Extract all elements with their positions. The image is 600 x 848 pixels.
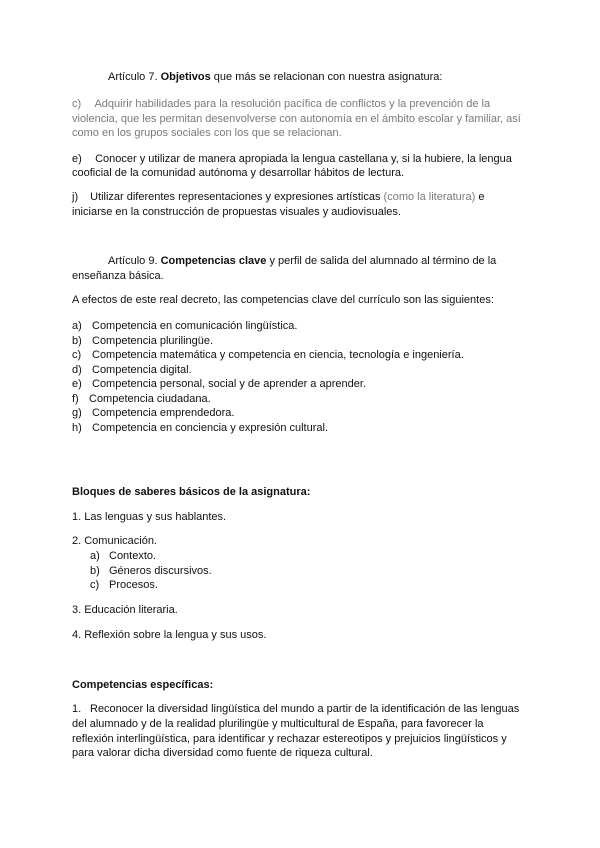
competency-text: Competencia personal, social y de aprender a aprender. [92, 378, 366, 390]
blocks-subitem [90, 578, 158, 593]
specific-line2: del alumnado y de la realidad plurilingüe y multicultural de España, para favorecer la [72, 718, 484, 730]
objective-j-end: e [478, 191, 485, 203]
competency-marker: h) [72, 422, 82, 434]
article9-prefix: Artículo 9. [108, 255, 158, 267]
competency-item [72, 319, 297, 334]
competency-item [72, 348, 464, 363]
objective-j-line1 [72, 190, 484, 205]
article9-bold: Competencias clave [160, 255, 267, 267]
specific-line4: para valorar dicha diversidad como fuente de riqueza cultural. [72, 747, 373, 759]
competency-text: Competencia emprendedora. [92, 407, 235, 419]
article9-heading [108, 254, 496, 269]
objective-e-text1: Conocer y utilizar de manera apropiada la lengua castellana y, si la hubiere, la lengua [95, 153, 512, 165]
blocks-heading [72, 485, 310, 500]
specific-marker: 1. [72, 703, 82, 715]
competency-item [72, 406, 234, 421]
article9-line2: enseñanza básica. [72, 270, 164, 282]
objective-j-main: Utilizar diferentes representaciones y expresiones artísticas [90, 191, 381, 203]
blocks-subitem-marker: b) [90, 565, 100, 577]
competency-marker: c) [72, 349, 82, 361]
competency-item [72, 377, 366, 392]
objective-c-line2: violencia, que les permitan desenvolverse con autonomía en el ámbito escolar y familiar, así [72, 113, 521, 125]
competency-item [72, 392, 211, 407]
blocks-item-2: 2. Comunicación. [72, 535, 157, 547]
specific-text1: Reconocer la diversidad lingüística del mundo a partir de la identificación de las lenguas [90, 703, 520, 715]
competency-item [72, 334, 213, 349]
objective-c-line1 [72, 97, 490, 112]
blocks-item-1: 1. Las lenguas y sus hablantes. [72, 511, 227, 523]
competency-marker: e) [72, 378, 82, 390]
objective-e-line2: cooficial de la comunidad autónoma y desarrollar hábitos de lectura. [72, 167, 405, 179]
specific-heading-text: Competencias específicas: [72, 679, 214, 691]
article7-bold: Objetivos [160, 71, 211, 83]
blocks-subitem [90, 564, 212, 579]
competency-text: Competencia plurilingüe. [92, 335, 214, 347]
competency-text: Competencia digital. [92, 364, 192, 376]
competency-text: Competencia en comunicación lingüística. [92, 320, 298, 332]
objective-c-line3: como en los grupos sociales con los que se relacionan. [72, 127, 342, 139]
competency-marker: d) [72, 364, 82, 376]
article7-prefix: Artículo 7. [108, 71, 158, 83]
article9-suffix: y perfil de salida del alumnado al término de la [269, 255, 497, 267]
blocks-subitem-text: Contexto. [109, 550, 157, 562]
competency-marker: b) [72, 335, 82, 347]
blocks-subitem-text: Géneros discursivos. [109, 565, 212, 577]
blocks-subitem-marker: a) [90, 550, 100, 562]
article7-heading [108, 70, 442, 85]
blocks-subitem-marker: c) [90, 579, 100, 591]
competency-item [72, 363, 192, 378]
blocks-subitem-text: Procesos. [109, 579, 158, 591]
blocks-item-3: 3. Educación literaria. [72, 604, 178, 616]
objective-c-text1: Adquirir habilidades para la resolución pacífica de conflictos y la prevención de la [94, 98, 491, 110]
competency-text: Competencia matemática y competencia en ciencia, tecnología e ingeniería. [92, 349, 464, 361]
competency-text: Competencia ciudadana. [89, 393, 211, 405]
objective-c-marker: c) [72, 98, 82, 110]
blocks-item-4: 4. Reflexión sobre la lengua y sus usos. [72, 629, 267, 641]
competency-text: Competencia en conciencia y expresión cultural. [92, 422, 329, 434]
competency-marker: g) [72, 407, 82, 419]
objective-j-gray: (como la literatura) [383, 191, 476, 203]
objective-e-marker: e) [72, 153, 82, 165]
objective-j-marker: j) [72, 191, 79, 203]
blocks-subitem [90, 549, 156, 564]
competency-marker: f) [72, 393, 79, 405]
objective-j-line2: iniciarse en la construcción de propuestas visuales y audiovisuales. [72, 206, 401, 218]
competency-item [72, 421, 328, 436]
article9-intro: A efectos de este real decreto, las competencias clave del currículo son las siguientes: [72, 294, 494, 306]
objective-e-line1 [72, 152, 512, 167]
competency-marker: a) [72, 320, 82, 332]
specific-line1 [72, 702, 519, 717]
specific-line3: reflexión interlingüística, para identificar y rechazar estereotipos y prejuicios lingüísticos y [72, 733, 507, 745]
blocks-heading-text: Bloques de saberes básicos de la asignatura: [72, 486, 311, 498]
article7-suffix: que más se relacionan con nuestra asignatura: [213, 71, 443, 83]
specific-heading [72, 678, 213, 693]
